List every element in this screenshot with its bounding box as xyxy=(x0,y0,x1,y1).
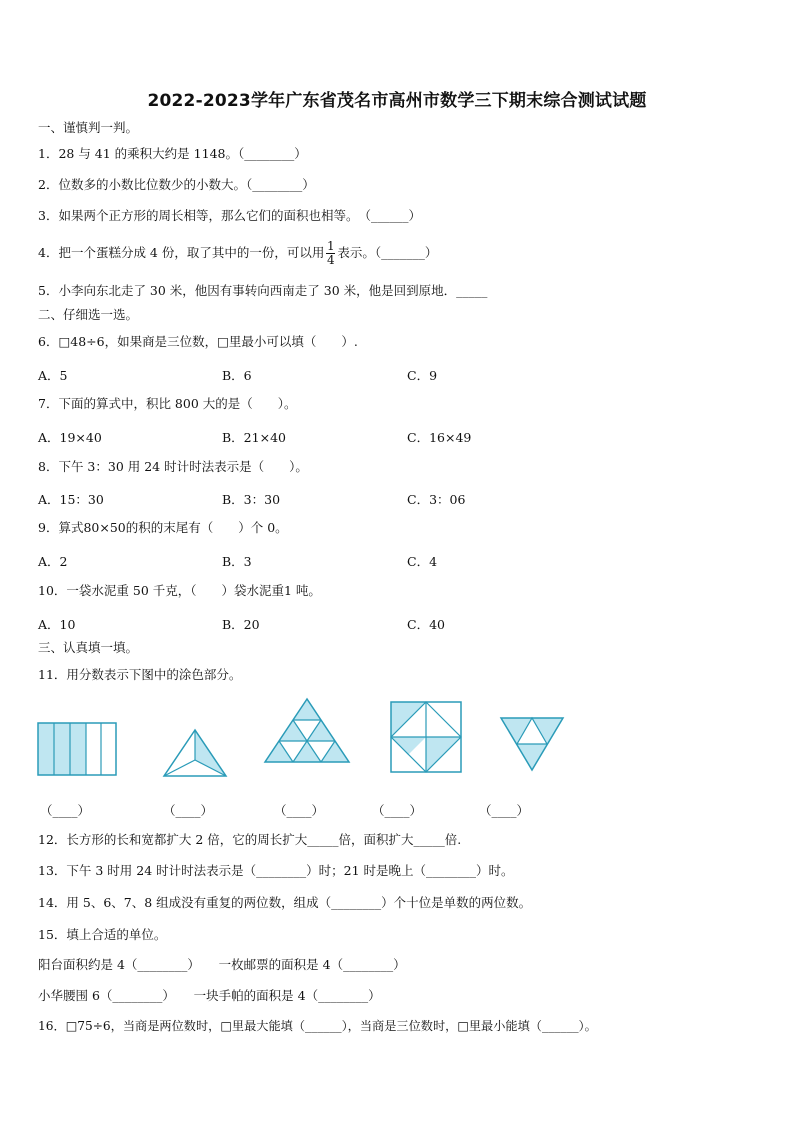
question-8: 8．下午 3：30 用 24 时计时法表示是（ ）。 xyxy=(38,459,308,474)
figure-3-blank: （____） xyxy=(274,803,325,818)
question-10: 10．一袋水泥重 50 千克，（ ）袋水泥重1 吨。 xyxy=(38,583,321,598)
q10-option-a: A．10 xyxy=(38,617,76,632)
question-1: 1．28 与 41 的乘积大约是 1148。（________） xyxy=(38,146,307,161)
figure-inverted-triangle xyxy=(501,718,563,770)
shaded-strip xyxy=(54,723,70,775)
question-4-tail: 表示。（_______） xyxy=(337,245,438,260)
q8-option-c: C．3：06 xyxy=(407,492,466,507)
q6-option-a: A．5 xyxy=(38,368,68,383)
question-3: 3．如果两个正方形的周长相等，那么它们的面积也相等。 （______） xyxy=(38,208,421,223)
figure-2-blank: （____） xyxy=(163,803,214,818)
question-2: 2．位数多的小数比位数少的小数大。（________） xyxy=(38,177,315,192)
shaded-strip xyxy=(38,723,54,775)
q8-option-a: A．15：30 xyxy=(38,492,104,507)
figure-triangle-centroid xyxy=(164,730,226,776)
figure-4-blank: （____） xyxy=(372,803,423,818)
figure-rectangle-strips xyxy=(38,723,116,775)
question-15: 15．填上合适的单位。 xyxy=(38,927,167,942)
section-heading-1: 一、谨慎判一判。 xyxy=(38,120,139,135)
page-title: 2022-2023学年广东省茂名市高州市数学三下期末综合测试试题 xyxy=(147,91,647,111)
q6-option-b: B．6 xyxy=(222,368,252,383)
fraction-numerator: 1 xyxy=(327,239,335,253)
fraction-denominator: 4 xyxy=(327,253,335,267)
fraction-figures xyxy=(0,690,794,790)
figure-1-blank: （____） xyxy=(40,803,91,818)
question-5: 5．小李向东北走了 30 米，他因有事转向西南走了 30 米，他是回到原地．_____ xyxy=(38,283,488,298)
question-13: 13．下午 3 时用 24 时计时法表示是（________）时；21 时是晚上（________）时。 xyxy=(38,863,514,878)
q10-option-b: B．20 xyxy=(222,617,260,632)
section-heading-3: 三、认真填一填。 xyxy=(38,640,139,655)
shaded-strip xyxy=(70,723,86,775)
question-6: 6．□48÷6，如果商是三位数，□里最小可以填（ ）. xyxy=(38,334,358,349)
question-7: 7．下面的算式中，积比 800 大的是（ ）。 xyxy=(38,396,297,411)
q7-option-a: A．19×40 xyxy=(38,430,102,445)
figure-square-diamond xyxy=(391,702,461,772)
question-4-text: 4．把一个蛋糕分成 4 份，取了其中的一份，可以用 xyxy=(38,245,325,260)
q9-option-b: B．3 xyxy=(222,554,252,569)
question-15-row-2: 小华腰围 6（________） 一块手帕的面积是 4（________） xyxy=(38,988,381,1003)
q8-option-b: B．3：30 xyxy=(222,492,281,507)
fraction-one-quarter xyxy=(326,240,335,267)
q9-option-c: C．4 xyxy=(407,554,438,569)
question-11: 11．用分数表示下图中的涂色部分。 xyxy=(38,667,242,682)
q10-option-c: C．40 xyxy=(407,617,445,632)
q7-option-b: B．21×40 xyxy=(222,430,286,445)
question-14: 14．用 5、6、7、8 组成没有重复的两位数，组成（________）个十位是单数的两位数。 xyxy=(38,895,532,910)
question-9: 9．算式80×50的积的末尾有（ ）个 0。 xyxy=(38,520,288,535)
question-12: 12．长方形的长和宽都扩大 2 倍，它的周长扩大_____倍，面积扩大_____倍. xyxy=(38,832,462,847)
question-16: 16．□75÷6，当商是两位数时，□里最大能填（______），当商是三位数时，□里最小能填（______）。 xyxy=(38,1019,597,1033)
question-4 xyxy=(38,240,437,267)
figure-5-blank: （____） xyxy=(479,803,530,818)
question-15-row-1: 阳台面积约是 4（________） 一枚邮票的面积是 4（________） xyxy=(38,957,406,972)
figure-triangle-grid xyxy=(265,699,349,762)
q6-option-c: C．9 xyxy=(407,368,438,383)
q9-option-a: A．2 xyxy=(38,554,68,569)
section-heading-2: 二、仔细选一选。 xyxy=(38,307,139,322)
q7-option-c: C．16×49 xyxy=(407,430,472,445)
